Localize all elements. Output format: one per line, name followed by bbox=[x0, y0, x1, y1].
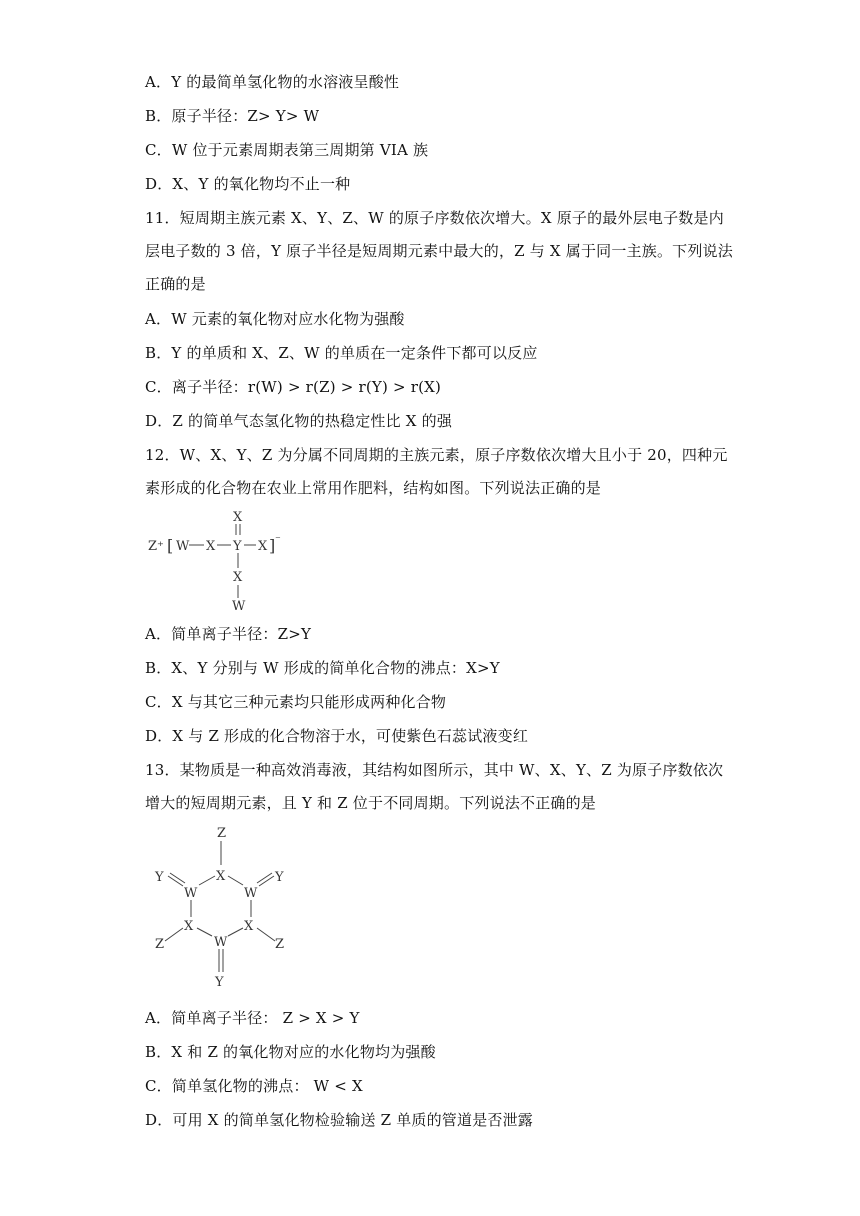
q10-option-d: D．X、Y 的氧化物均不止一种 bbox=[145, 175, 351, 193]
q12-option-a: A．简单离子半径：Z>Y bbox=[145, 625, 312, 643]
q12-charge: ⁻ bbox=[275, 533, 281, 546]
q13-atom-y-right: Y bbox=[275, 870, 284, 885]
q11-option-b: B．Y 的单质和 X、Z、W 的单质在一定条件下都可以反应 bbox=[145, 344, 538, 362]
q13-stem-line1: 13．某物质是一种高效消毒液，其结构如图所示，其中 W、X、Y、Z 为原子序数依次 bbox=[145, 761, 724, 779]
q13-atom-z-left: Z bbox=[155, 937, 165, 952]
q12-atom-w-bottom: W bbox=[232, 599, 246, 614]
q13-option-a: A．简单离子半径： Z > X > Y bbox=[145, 1009, 360, 1027]
q11-option-a: A．W 元素的氧化物对应水化物为强酸 bbox=[145, 310, 405, 328]
q12-atom-x-bottom: X bbox=[233, 570, 243, 585]
q11-option-c: C．离子半径：r(W) > r(Z) > r(Y) > r(X) bbox=[145, 378, 442, 396]
q13-atom-y-left: Y bbox=[155, 870, 164, 885]
q13-atom-w-left: W bbox=[184, 886, 198, 901]
q13-structure-diagram bbox=[145, 824, 305, 992]
q12-cation-z: Z⁺ bbox=[148, 539, 164, 554]
q13-option-d: D．可用 X 的简单氢化物检验输送 Z 单质的管道是否泄露 bbox=[145, 1111, 534, 1129]
q13-atom-x-right: X bbox=[244, 919, 254, 934]
q12-atom-x-right: X bbox=[258, 539, 268, 554]
q10-option-b: B．原子半径：Z> Y> W bbox=[145, 107, 320, 125]
q13-atom-y-bottom: Y bbox=[215, 975, 224, 990]
q13-atom-x-top: X bbox=[216, 869, 226, 884]
q13-stem-line2: 增大的短周期元素，且 Y 和 Z 位于不同周期。下列说法不正确的是 bbox=[145, 794, 596, 812]
q12-stem-line2: 素形成的化合物在农业上常用作肥料，结构如图。下列说法正确的是 bbox=[145, 479, 602, 497]
q13-atom-z-top: Z bbox=[217, 826, 227, 841]
q11-stem-line1: 11．短周期主族元素 X、Y、Z、W 的原子序数依次增大。X 原子的最外层电子数是内 bbox=[145, 209, 724, 227]
q12-stem-line1: 12．W、X、Y、Z 为分属不同周期的主族元素，原子序数依次增大且小于 20，四种元 bbox=[145, 446, 728, 464]
q11-option-d: D．Z 的简单气态氢化物的热稳定性比 X 的强 bbox=[145, 412, 453, 430]
q12-bracket-open: [ bbox=[167, 536, 174, 555]
q11-stem-line2: 层电子数的 3 倍，Y 原子半径是短周期元素中最大的，Z 与 X 属于同一主族。下列说法 bbox=[145, 242, 733, 260]
q13-atom-x-left: X bbox=[184, 919, 194, 934]
q12-option-c: C．X 与其它三种元素均只能形成两种化合物 bbox=[145, 693, 447, 711]
q12-atom-x-top: X bbox=[233, 510, 243, 525]
q12-bracket-close: ] bbox=[269, 536, 276, 555]
q12-atom-w: W bbox=[176, 539, 190, 554]
q13-atom-z-right: Z bbox=[275, 937, 285, 952]
q13-atom-w-bottom: W bbox=[214, 935, 228, 950]
q10-option-c: C．W 位于元素周期表第三周期第 VIA 族 bbox=[145, 141, 429, 159]
q10-option-a: A．Y 的最简单氢化物的水溶液呈酸性 bbox=[145, 73, 400, 91]
q12-option-b: B．X、Y 分别与 W 形成的简单化合物的沸点：X>Y bbox=[145, 659, 500, 677]
q12-atom-x-left: X bbox=[206, 539, 216, 554]
q13-option-c: C．简单氢化物的沸点： W < X bbox=[145, 1077, 363, 1095]
q11-stem-line3: 正确的是 bbox=[145, 275, 206, 293]
q12-structure-diagram bbox=[140, 506, 300, 616]
q13-option-b: B．X 和 Z 的氧化物对应的水化物均为强酸 bbox=[145, 1043, 436, 1061]
q12-atom-y: Y bbox=[233, 539, 242, 554]
q12-option-d: D．X 与 Z 形成的化合物溶于水，可使紫色石蕊试液变红 bbox=[145, 727, 529, 745]
q13-atom-w-right: W bbox=[244, 886, 258, 901]
